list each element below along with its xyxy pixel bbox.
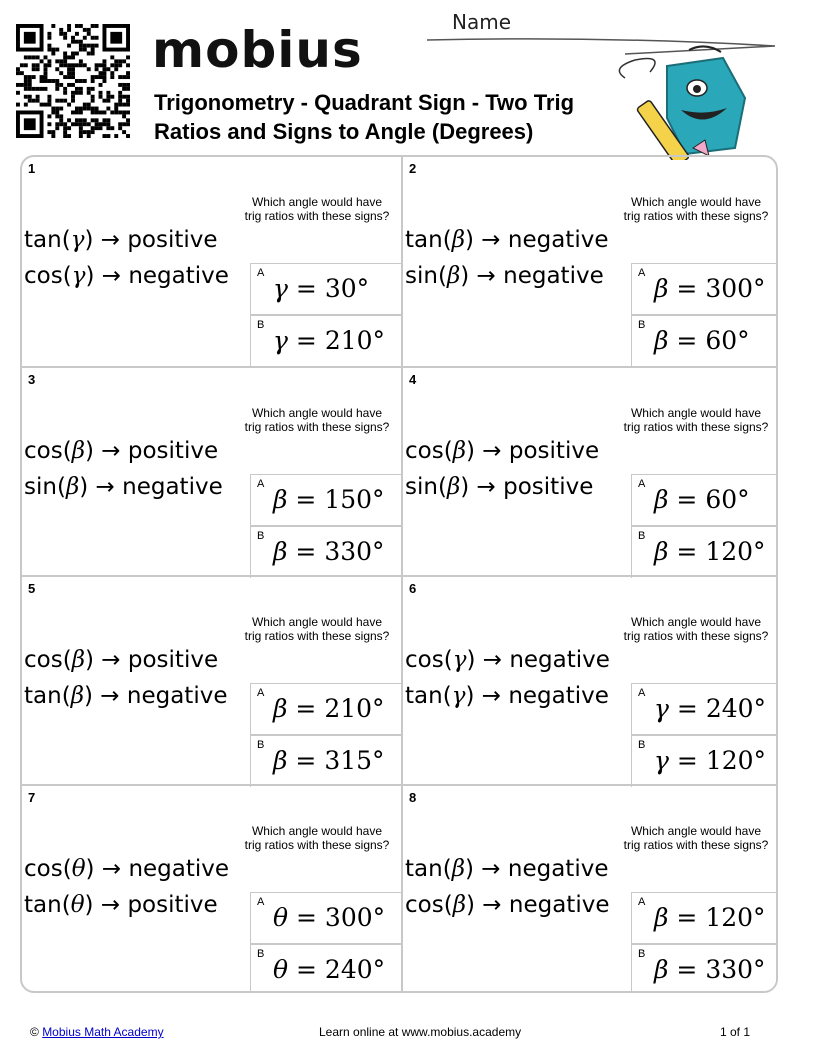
option-value: γ = 120° [654, 746, 767, 775]
prompt-line-1: Which angle would have [251, 195, 383, 209]
answer-option-a[interactable] [631, 683, 778, 735]
prompt-line-1: Which angle would have [251, 824, 383, 838]
prompt-line-2: trig ratios with these signs? [244, 209, 390, 223]
prompt-line-1: Which angle would have [630, 406, 762, 420]
name-label: Name [452, 10, 512, 34]
problem-4 [401, 366, 778, 575]
option-value: β = 60° [654, 485, 750, 514]
answer-option-a[interactable] [250, 263, 401, 315]
answer-option-b[interactable] [250, 944, 401, 993]
prompt-line-1: Which angle would have [630, 615, 762, 629]
question-prompt [237, 615, 397, 643]
option-letter: B [638, 530, 646, 542]
sign-statement-1: cos(θ) → negative [24, 856, 230, 882]
question-prompt [237, 195, 397, 223]
question-prompt [616, 615, 776, 643]
option-letter: B [638, 948, 646, 960]
prompt-line-1: Which angle would have [630, 195, 762, 209]
answer-option-a[interactable] [631, 474, 778, 526]
option-value: γ = 240° [654, 694, 767, 723]
sign-statement-2: sin(β) → negative [24, 474, 223, 500]
sign-statement-2: sin(β) → negative [405, 263, 604, 289]
sign-statement-2: cos(γ) → negative [24, 263, 229, 289]
mobius-academy-link[interactable]: Mobius Math Academy [42, 1025, 164, 1039]
pencil-mascot-icon [605, 38, 755, 160]
prompt-line-2: trig ratios with these signs? [244, 420, 390, 434]
sign-statement-2: cos(β) → negative [405, 892, 610, 918]
problem-5 [22, 575, 401, 784]
answer-option-b[interactable] [631, 735, 778, 787]
sign-statement-2: tan(γ) → negative [405, 683, 609, 709]
copyright-symbol: © [30, 1025, 39, 1039]
option-letter: A [257, 478, 265, 490]
answer-option-b[interactable] [250, 315, 401, 367]
answer-option-a[interactable] [631, 892, 778, 944]
sign-statement-1: cos(β) → positive [24, 647, 219, 673]
answer-option-b[interactable] [250, 735, 401, 787]
prompt-line-2: trig ratios with these signs? [244, 838, 390, 852]
problem-8 [401, 784, 778, 993]
option-letter: B [257, 739, 265, 751]
problem-number: 7 [28, 790, 36, 805]
option-value: β = 330° [273, 537, 385, 566]
question-prompt [616, 406, 776, 434]
answer-option-a[interactable] [250, 892, 401, 944]
problem-6 [401, 575, 778, 784]
answer-option-b[interactable] [631, 315, 778, 367]
option-value: β = 330° [654, 955, 766, 984]
option-value: θ = 240° [273, 955, 386, 984]
sign-statement-1: tan(β) → negative [405, 227, 609, 253]
option-value: γ = 30° [273, 274, 370, 303]
qr-code-icon [16, 24, 130, 138]
footer-copyright [30, 1025, 164, 1039]
answer-option-b[interactable] [631, 944, 778, 993]
prompt-line-2: trig ratios with these signs? [244, 629, 390, 643]
prompt-line-2: trig ratios with these signs? [623, 838, 769, 852]
question-prompt [237, 824, 397, 852]
sign-statement-1: cos(γ) → negative [405, 647, 610, 673]
option-value: β = 60° [654, 326, 750, 355]
option-letter: B [638, 319, 646, 331]
title-line-1: Trigonometry - Quadrant Sign - Two Trig [154, 90, 575, 115]
problem-number: 2 [409, 161, 417, 176]
problem-grid [20, 155, 778, 993]
prompt-line-1: Which angle would have [251, 406, 383, 420]
prompt-line-2: trig ratios with these signs? [623, 629, 769, 643]
worksheet-title [154, 88, 634, 146]
option-letter: A [257, 896, 265, 908]
sign-statement-1: cos(β) → positive [405, 438, 600, 464]
option-letter: A [638, 896, 646, 908]
option-value: β = 150° [273, 485, 385, 514]
problem-number: 3 [28, 372, 36, 387]
problem-number: 1 [28, 161, 36, 176]
prompt-line-1: Which angle would have [251, 615, 383, 629]
title-line-2: Ratios and Signs to Angle (Degrees) [154, 119, 534, 144]
mobius-logo: mobius [152, 21, 363, 79]
problem-2 [401, 157, 778, 366]
option-letter: B [257, 530, 265, 542]
sign-statement-2: tan(β) → negative [24, 683, 228, 709]
footer-center: Learn online at www.mobius.academy [319, 1025, 522, 1039]
option-letter: A [638, 267, 646, 279]
sign-statement-1: tan(γ) → positive [24, 227, 218, 253]
answer-option-a[interactable] [631, 263, 778, 315]
option-letter: B [638, 739, 646, 751]
problem-number: 8 [409, 790, 417, 805]
problem-number: 4 [409, 372, 417, 387]
problem-number: 5 [28, 581, 36, 596]
option-letter: A [638, 687, 646, 699]
answer-option-b[interactable] [631, 526, 778, 578]
prompt-line-2: trig ratios with these signs? [623, 209, 769, 223]
sign-statement-1: tan(β) → negative [405, 856, 609, 882]
option-value: β = 300° [654, 274, 766, 303]
sign-statement-1: cos(β) → positive [24, 438, 219, 464]
option-letter: A [257, 267, 265, 279]
answer-option-a[interactable] [250, 474, 401, 526]
option-value: θ = 300° [273, 903, 386, 932]
question-prompt [237, 406, 397, 434]
answer-option-b[interactable] [250, 526, 401, 578]
answer-option-a[interactable] [250, 683, 401, 735]
option-letter: B [257, 319, 265, 331]
prompt-line-1: Which angle would have [630, 824, 762, 838]
option-value: β = 210° [273, 694, 385, 723]
problem-7 [22, 784, 401, 993]
option-value: γ = 210° [273, 326, 386, 355]
option-value: β = 315° [273, 746, 385, 775]
question-prompt [616, 824, 776, 852]
problem-3 [22, 366, 401, 575]
page-number: 1 of 1 [720, 1025, 751, 1039]
problem-1 [22, 157, 401, 366]
option-value: β = 120° [654, 903, 766, 932]
option-value: β = 120° [654, 537, 766, 566]
sign-statement-2: tan(θ) → positive [24, 892, 218, 918]
sign-statement-2: sin(β) → positive [405, 474, 594, 500]
prompt-line-2: trig ratios with these signs? [623, 420, 769, 434]
problem-number: 6 [409, 581, 417, 596]
question-prompt [616, 195, 776, 223]
option-letter: A [638, 478, 646, 490]
option-letter: B [257, 948, 265, 960]
option-letter: A [257, 687, 265, 699]
